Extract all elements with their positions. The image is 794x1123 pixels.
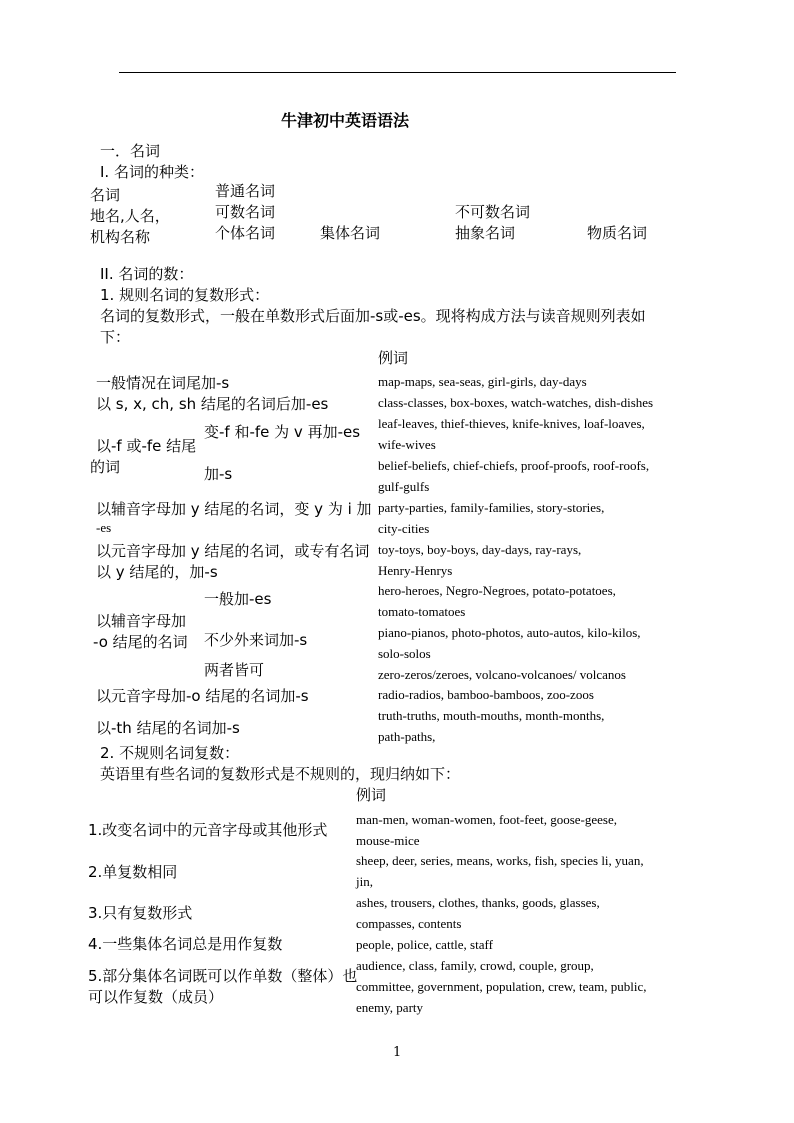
regular-plural-intro: 名词的复数形式，一般在单数形式后面加-s或-es。现将构成方法与读音规则列表如 xyxy=(100,307,646,325)
rule-f-fe-sub-b: 加-s xyxy=(204,465,233,483)
example-f-fe-3: belief-beliefs, chief-chiefs, proof-proofs, roof-roofs, xyxy=(378,458,650,473)
example-sibilant: class-classes, box-boxes, watch-watches, dish-dishes xyxy=(378,395,654,410)
irregular-example-vowel-change-2: mouse-mice xyxy=(356,833,420,848)
rule-vowel-y: 以元音字母加 y 结尾的名词，或专有名词 xyxy=(96,542,370,560)
rule-consonant-o-sub-a: 一般加-es xyxy=(204,590,272,608)
example-th-2: path-paths, xyxy=(378,729,436,744)
example-column-header: 例词 xyxy=(378,349,409,367)
example-f-fe-1: leaf-leaves, thief-thieves, knife-knives, loaf-loaves, xyxy=(378,416,645,431)
section-heading: 一．名词 xyxy=(100,142,161,160)
type-countable: 可数名词 xyxy=(215,203,276,221)
rule-consonant-o-sub-c: 两者皆可 xyxy=(204,661,265,679)
example-consonant-o-4: solo-solos xyxy=(378,646,431,661)
irregular-example-same-form-2: jin, xyxy=(356,874,373,889)
subsection-heading-types: I. 名词的种类： xyxy=(100,163,204,181)
irregular-example-same-form-1: sheep, deer, series, means, works, fish, species li, yuan, xyxy=(356,853,644,868)
rule-consonant-o: 以辅音字母加 xyxy=(96,612,187,630)
example-consonant-o-5: zero-zeros/zeroes, volcano-volcanoes/ volcanos xyxy=(378,667,626,682)
irregular-example-plural-only-1: ashes, trousers, clothes, thanks, goods, glasses, xyxy=(356,895,600,910)
rule-vowel-o: 以元音字母加-o 结尾的名词加-s xyxy=(96,687,309,705)
irregular-example-vowel-change-1: man-men, woman-women, foot-feet, goose-geese, xyxy=(356,812,617,827)
rule-consonant-o-sub-b: 不少外来词加-s xyxy=(204,631,308,649)
rule-vowel-y-cont: 以 y 结尾的，加-s xyxy=(96,563,218,581)
rule-f-fe: 以-f 或-fe 结尾 xyxy=(96,437,197,455)
irregular-rule-collective-both: 5.部分集体名词既可以作单数（整体）也 xyxy=(88,967,358,985)
example-vowel-y-2: Henry-Henrys xyxy=(378,563,453,578)
rule-th: 以-th 结尾的名词加-s xyxy=(96,719,240,737)
type-place-person-names: 地名,人名， xyxy=(90,207,170,225)
example-consonant-o-3: piano-pianos, photo-photos, auto-autos, kilo-kilos, xyxy=(378,625,641,640)
rule-f-fe-sub-a: 变-f 和-fe 为 v 再加-es xyxy=(204,423,361,441)
example-consonant-o-2: tomato-tomatoes xyxy=(378,604,466,619)
page-title: 牛津初中英语语法 xyxy=(281,111,410,130)
irregular-plural-heading: 2. 不规则名词复数： xyxy=(100,744,240,762)
type-uncountable: 不可数名词 xyxy=(455,203,531,221)
irregular-example-collective-both-1: audience, class, family, crowd, couple, group, xyxy=(356,958,594,973)
type-abstract: 抽象名词 xyxy=(455,224,516,242)
example-consonant-y-2: city-cities xyxy=(378,521,430,536)
example-vowel-o: radio-radios, bamboo-bamboos, zoo-zoos xyxy=(378,687,594,702)
rule-general: 一般情况在词尾加-s xyxy=(96,374,230,392)
irregular-example-collective-both-2: committee, government, population, crew, team, public, xyxy=(356,979,647,994)
rule-consonant-y-cont: -es xyxy=(96,520,112,535)
irregular-example-collective-plural: people, police, cattle, staff xyxy=(356,937,493,952)
irregular-rule-plural-only: 3.只有复数形式 xyxy=(88,904,193,922)
type-collective: 集体名词 xyxy=(320,224,381,242)
irregular-rule-vowel-change: 1.改变名词中的元音字母或其他形式 xyxy=(88,821,328,839)
example-f-fe-2: wife-wives xyxy=(378,437,436,452)
example-consonant-y-1: party-parties, family-families, story-stories, xyxy=(378,500,605,515)
regular-plural-intro-cont: 下： xyxy=(100,328,131,346)
type-common-noun: 普通名词 xyxy=(215,182,276,200)
regular-plural-heading: 1. 规则名词的复数形式： xyxy=(100,286,270,304)
rule-f-fe-cont: 的词 xyxy=(90,458,121,476)
example-general: map-maps, sea-seas, girl-girls, day-days xyxy=(378,374,587,389)
type-material: 物质名词 xyxy=(587,224,648,242)
type-proper-noun: 名词 xyxy=(90,186,121,204)
example-f-fe-4: gulf-gulfs xyxy=(378,479,430,494)
irregular-example-collective-both-3: enemy, party xyxy=(356,1000,424,1015)
rule-sibilant: 以 s, x, ch, sh 结尾的名词后加-es xyxy=(96,395,329,413)
page-number: 1 xyxy=(393,1045,402,1060)
irregular-example-plural-only-2: compasses, contents xyxy=(356,916,462,931)
irregular-plural-intro: 英语里有些名词的复数形式是不规则的，现归纳如下： xyxy=(100,765,461,783)
irregular-rule-collective-plural: 4.一些集体名词总是用作复数 xyxy=(88,935,283,953)
irregular-example-header: 例词 xyxy=(356,786,387,804)
subsection-heading-number: II. 名词的数： xyxy=(100,265,194,283)
header-rule xyxy=(119,72,676,73)
type-institution-names: 机构名称 xyxy=(90,228,151,246)
example-vowel-y-1: toy-toys, boy-boys, day-days, ray-rays, xyxy=(378,542,582,557)
irregular-rule-collective-both-cont: 可以作复数（成员） xyxy=(88,988,224,1006)
rule-consonant-y: 以辅音字母加 y 结尾的名词，变 y 为 i 加 xyxy=(96,500,372,518)
example-consonant-o-1: hero-heroes, Negro-Negroes, potato-potatoes, xyxy=(378,583,616,598)
example-th-1: truth-truths, mouth-mouths, month-months, xyxy=(378,708,605,723)
irregular-rule-same-form: 2.单复数相同 xyxy=(88,863,178,881)
rule-consonant-o-cont: -o 结尾的名词 xyxy=(93,633,188,651)
type-individual: 个体名词 xyxy=(215,224,276,242)
